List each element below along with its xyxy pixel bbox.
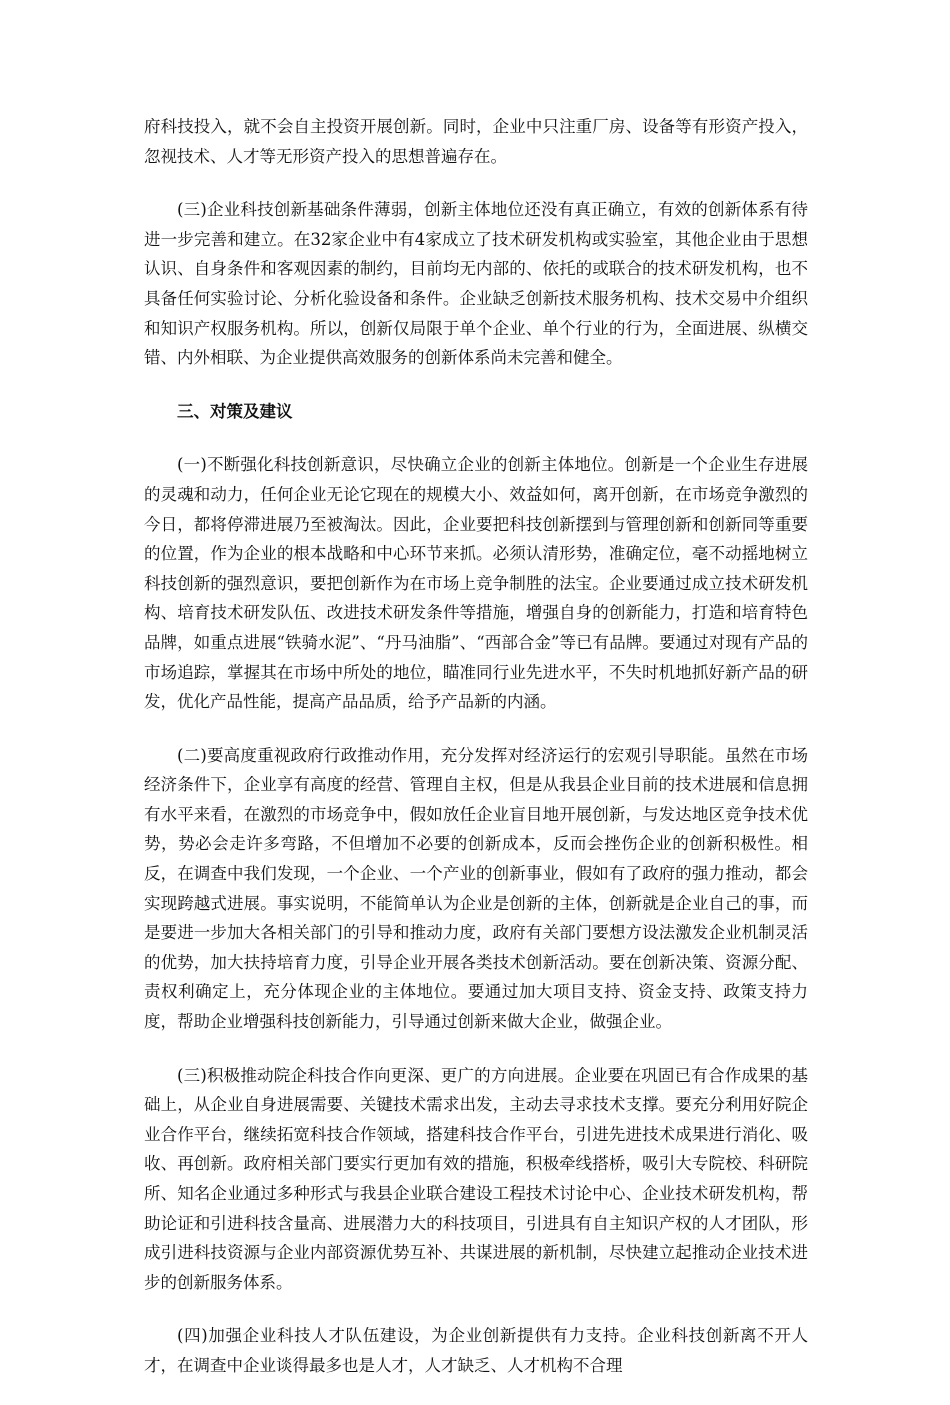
document-page — [144, 112, 808, 1405]
paragraph-measure-3: (三)积极推动院企科技合作向更深、更广的方向进展。企业要在巩固已有合作成果的基础上，从企业自身进展需要、关键技术需求出发，主动去寻求技术支撑。要充分利用好院企业合作平台，继续拓宽科技合作领域，搭建科技合作平台，引进先进技术成果进行消化、吸收、再创新。政府相关部门要实行更加有效的措施，积极牵线搭桥，吸引大专院校、科研院所、知名企业通过多种形式与我县企业联合建设工程技术讨论中心、企业技术研发机构，帮助论证和引进科技含量高、进展潜力大的科技项目，引进具有自主知识产权的人才团队，形成引进科技资源与企业内部资源优势互补、共谋进展的新机制，尽快建立起推动企业技术进步的创新服务体系。 — [144, 1065, 808, 1292]
section-heading-countermeasures: 三、对策及建议 — [177, 401, 293, 421]
paragraph-measure-2: (二)要高度重视政府行政推动作用，充分发挥对经济运行的宏观引导职能。虽然在市场经济条件下，企业享有高度的经营、管理自主权，但是从我县企业目前的技术进展和信息拥有水平来看，在激烈的市场竞争中，假如放任企业盲目地开展创新，与发达地区竞争技术优势，势必会走许多弯路，不但增加不必要的创新成本，反而会挫伤企业的创新积极性。相反，在调查中我们发现，一个企业、一个产业的创新事业，假如有了政府的强力推动，都会实现跨越式进展。事实说明，不能简单认为企业是创新的主体，创新就是企业自己的事，而是要进一步加大各相关部门的引导和推动力度，政府有关部门要想方设法激发企业机制灵活的优势，加大扶持培育力度，引导企业开展各类技术创新活动。要在创新决策、资源分配、责权利确定上，充分体现企业的主体地位。要通过加大项目支持、资金支持、政策支持力度，帮助企业增强科技创新能力，引导通过创新来做大企业，做强企业。 — [144, 745, 808, 1032]
paragraph-section-3-innovation-foundation: (三)企业科技创新基础条件薄弱，创新主体地位还没有真正确立，有效的创新体系有待进一步完善和建立。在32家企业中有4家成立了技术研发机构或实验室，其他企业由于思想认识、自身条件和客观因素的制约，目前均无内部的、依托的或联合的技术研发机构，也不具备任何实验讨论、分析化验设备和条件。企业缺乏创新技术服务机构、技术交易中介组织和知识产权服务机构。所以，创新仅局限于单个企业、单个行业的行为，全面进展、纵横交错、内外相联、为企业提供高效服务的创新体系尚未完善和健全。 — [144, 200, 808, 368]
paragraph-continuation: 府科技投入，就不会自主投资开展创新。同时，企业中只注重厂房、设备等有形资产投入，忽视技术、人才等无形资产投入的思想普遍存在。 — [144, 117, 808, 166]
paragraph-measure-4: (四)加强企业科技人才队伍建设，为企业创新提供有力支持。企业科技创新离不开人才，在调查中企业谈得最多也是人才，人才缺乏、人才机构不合理 — [144, 1326, 808, 1375]
paragraph-measure-1: (一)不断强化科技创新意识，尽快确立企业的创新主体地位。创新是一个企业生存进展的灵魂和动力，任何企业无论它现在的规模大小、效益如何，离开创新，在市场竞争激烈的今日，都将停滞进展乃至被淘汰。因此，企业要把科技创新摆到与管理创新和创新同等重要的位置，作为企业的根本战略和中心环节来抓。必须认清形势，准确定位，毫不动摇地树立科技创新的强烈意识，要把创新作为在市场上竞争制胜的法宝。企业要通过成立技术研发机构、培育技术研发队伍、改进技术研发条件等措施，增强自身的创新能力，打造和培育特色品牌，如重点进展“铁骑水泥”、“丹马油脂”、“西部合金”等已有品牌。要通过对现有产品的市场追踪，掌握其在市场中所处的地位，瞄准同行业先进水平，不失时机地抓好新产品的研发，优化产品性能，提高产品品质，给予产品新的内涵。 — [144, 455, 808, 712]
